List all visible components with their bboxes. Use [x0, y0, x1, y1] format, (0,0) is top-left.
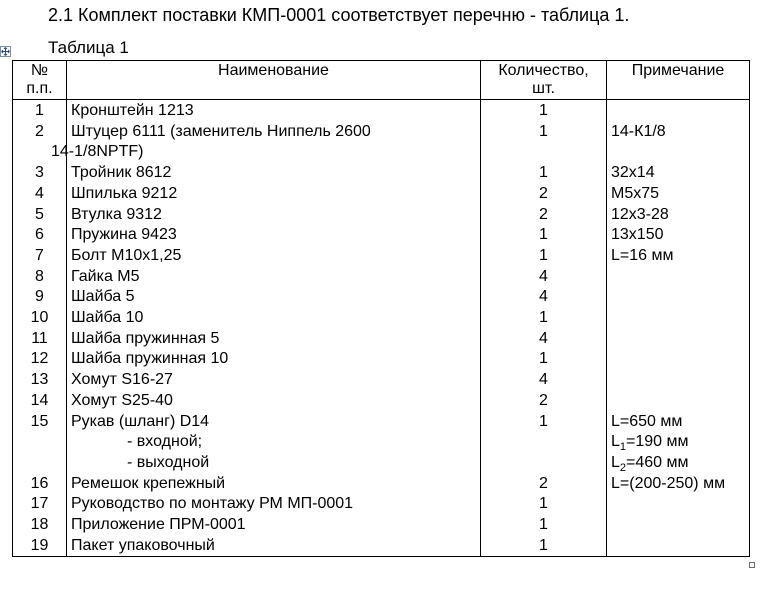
row-name: Шайба 10 — [67, 308, 481, 329]
table-resize-handle[interactable] — [749, 562, 755, 568]
row-quantity: 4 — [481, 329, 607, 350]
row-number — [13, 453, 67, 474]
row-note: 13х150 — [607, 225, 750, 246]
table-row — [13, 100, 750, 122]
table-row — [13, 225, 750, 246]
row-name: Шпилька 9212 — [67, 184, 481, 205]
row-quantity: 1 — [481, 246, 607, 267]
row-name: Шайба пружинная 5 — [67, 329, 481, 350]
row-quantity: 1 — [481, 349, 607, 370]
table-row — [13, 184, 750, 205]
header-number — [13, 61, 67, 100]
row-name: Шайба пружинная 10 — [67, 349, 481, 370]
row-name: Хомут S25-40 — [67, 391, 481, 412]
row-name: Руководство по монтажу РМ МП-0001 — [67, 494, 481, 515]
row-note — [607, 370, 750, 391]
row-note-subscript: 1 — [619, 441, 627, 454]
row-name: Шайба 5 — [67, 287, 481, 308]
row-name-continuation: 14-1/8NPTF) — [51, 143, 144, 161]
row-name: Болт М10х1,25 — [67, 246, 481, 267]
row-quantity: 4 — [481, 370, 607, 391]
row-quantity: 1 — [481, 100, 607, 122]
section-heading: 2.1 Комплект поставки КМП-0001 соответствует перечню - таблица 1. — [48, 5, 630, 25]
row-note: L=16 мм — [607, 246, 750, 267]
delivery-set-table — [12, 60, 750, 557]
row-number: 15 — [13, 412, 67, 433]
row-note — [607, 267, 750, 288]
row-note-subscript: 2 — [619, 462, 627, 475]
row-number: 10 — [13, 308, 67, 329]
row-quantity: 1 — [481, 308, 607, 329]
row-number: 11 — [13, 329, 67, 350]
table-caption: Таблица 1 — [48, 38, 129, 57]
header-name: Наименование — [67, 61, 481, 100]
table-row — [13, 474, 750, 495]
table-row — [13, 163, 750, 184]
row-note — [607, 329, 750, 350]
header-quantity-line1: Количество, — [498, 62, 589, 79]
row-number: 16 — [13, 474, 67, 495]
table-row — [13, 515, 750, 536]
table-row — [13, 370, 750, 391]
row-quantity — [481, 453, 607, 474]
row-note — [607, 391, 750, 412]
row-quantity: 4 — [481, 267, 607, 288]
row-number: 12 — [13, 349, 67, 370]
row-name-line1: Штуцер 6111 (заменитель Ниппель 2600 — [71, 122, 371, 140]
table-row — [13, 412, 750, 433]
row-name: Пакет упаковочный — [67, 536, 481, 557]
row-number — [13, 432, 67, 453]
table-header-row — [13, 61, 750, 100]
table-row — [13, 349, 750, 370]
table-row — [13, 391, 750, 412]
row-number: 14 — [13, 391, 67, 412]
row-name: Рукав (шланг) D14 — [67, 412, 481, 433]
row-quantity: 4 — [481, 287, 607, 308]
row-note — [607, 287, 750, 308]
row-number: 1 — [13, 100, 67, 122]
row-number: 7 — [13, 246, 67, 267]
row-quantity: 2 — [481, 391, 607, 412]
row-note: L=(200-250) мм — [607, 474, 750, 495]
header-quantity-line2: шт. — [532, 80, 555, 97]
row-note-prefix: L — [611, 433, 620, 451]
table-move-handle-icon[interactable] — [0, 46, 11, 57]
row-note: 12х3-28 — [607, 205, 750, 226]
row-note — [607, 515, 750, 536]
header-note: Примечание — [607, 61, 750, 100]
table-row — [13, 432, 750, 453]
row-name: Приложение ПРМ-0001 — [67, 515, 481, 536]
table-row — [13, 329, 750, 350]
row-note — [607, 100, 750, 122]
row-name: - выходной — [67, 453, 481, 474]
row-note-prefix: L — [611, 453, 620, 471]
row-number: 4 — [13, 184, 67, 205]
row-note — [607, 536, 750, 557]
row-number: 6 — [13, 225, 67, 246]
row-number: 9 — [13, 287, 67, 308]
row-quantity: 2 — [481, 205, 607, 226]
table-row — [13, 122, 750, 163]
table-row — [13, 494, 750, 515]
row-name: Пружина 9423 — [67, 225, 481, 246]
row-number: 17 — [13, 494, 67, 515]
table-row — [13, 205, 750, 226]
table-row — [13, 267, 750, 288]
row-note-suffix: =190 мм — [626, 433, 689, 451]
row-note — [607, 494, 750, 515]
row-number: 8 — [13, 267, 67, 288]
row-name: - входной; — [67, 432, 481, 453]
row-quantity: 2 — [481, 474, 607, 495]
row-quantity: 1 — [481, 122, 607, 163]
row-quantity — [481, 432, 607, 453]
row-quantity: 1 — [481, 412, 607, 433]
row-number: 18 — [13, 515, 67, 536]
row-number: 2 — [13, 122, 67, 163]
row-note: 32х14 — [607, 163, 750, 184]
row-quantity: 1 — [481, 163, 607, 184]
row-quantity: 2 — [481, 184, 607, 205]
row-number: 3 — [13, 163, 67, 184]
row-name: Хомут S16-27 — [67, 370, 481, 391]
row-note-suffix: =460 мм — [626, 453, 689, 471]
row-number: 13 — [13, 370, 67, 391]
row-note: L=650 мм — [607, 412, 750, 433]
row-quantity: 1 — [481, 536, 607, 557]
row-name — [51, 122, 481, 163]
table-row — [13, 536, 750, 557]
table-row — [13, 308, 750, 329]
row-quantity: 1 — [481, 515, 607, 536]
row-name: Втулка 9312 — [67, 205, 481, 226]
table-row — [13, 453, 750, 474]
row-number: 19 — [13, 536, 67, 557]
row-quantity: 1 — [481, 494, 607, 515]
table-row — [13, 246, 750, 267]
row-number: 5 — [13, 205, 67, 226]
row-note — [607, 349, 750, 370]
row-note — [607, 453, 750, 474]
row-note: 14-К1/8 — [607, 122, 750, 163]
header-number-line1: № — [30, 62, 49, 79]
row-note: М5х75 — [607, 184, 750, 205]
row-quantity: 1 — [481, 225, 607, 246]
row-name: Кронштейн 1213 — [67, 100, 481, 122]
row-name: Ремешок крепежный — [67, 474, 481, 495]
row-note — [607, 432, 750, 453]
row-note — [607, 308, 750, 329]
table-row — [13, 287, 750, 308]
row-name: Гайка М5 — [67, 267, 481, 288]
header-quantity — [481, 61, 607, 100]
header-number-line2: п.п. — [26, 80, 53, 97]
row-name: Тройник 8612 — [67, 163, 481, 184]
